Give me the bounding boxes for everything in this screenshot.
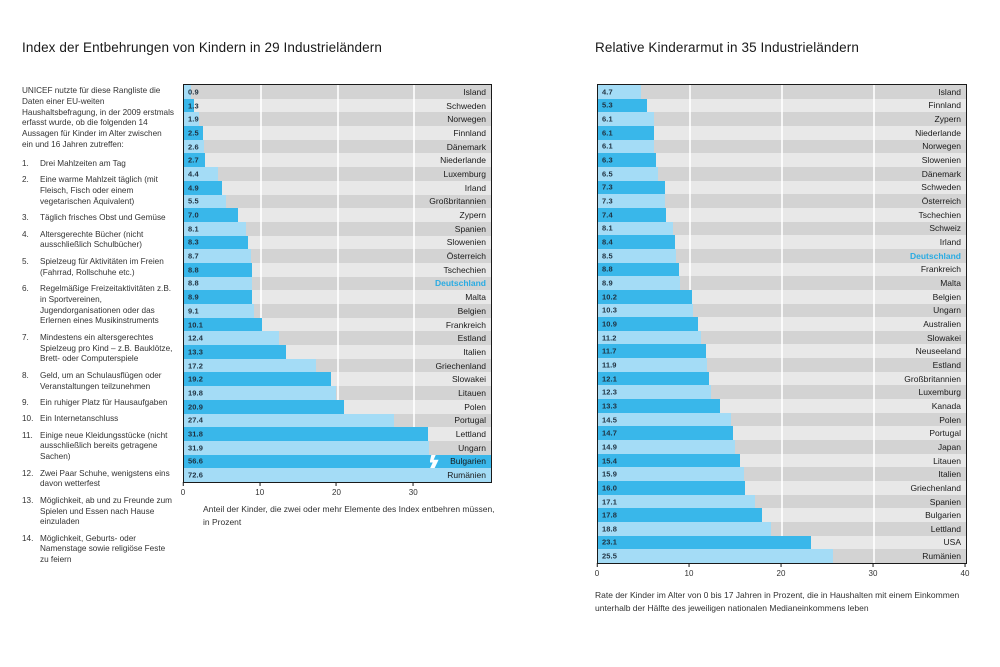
country-label: Belgien xyxy=(932,291,961,302)
note-item-number: 2. xyxy=(22,175,29,185)
bar-value-label: 7.3 xyxy=(602,196,613,206)
bar-value-label: 8.4 xyxy=(602,237,613,247)
bar xyxy=(184,386,336,400)
axis-tick xyxy=(961,563,970,578)
country-label: Litauen xyxy=(458,387,486,398)
country-label: Italien xyxy=(938,469,961,480)
note-item-number: 1. xyxy=(22,158,29,168)
bar-value-label: 8.1 xyxy=(602,223,613,233)
country-label: Norwegen xyxy=(447,114,486,125)
country-label: Bulgarien xyxy=(450,456,486,467)
country-label: Portugal xyxy=(929,428,961,439)
axis-tick xyxy=(332,482,341,497)
bar xyxy=(598,413,731,427)
note-item-text: Regelmäßige Freizeitaktivitäten z.B. in Sportvereinen, Jugendorganisationen oder das Erlernen eines Musikinstruments xyxy=(40,283,172,326)
country-label: Italien xyxy=(463,346,486,357)
bar xyxy=(598,467,744,481)
country-label: Schweden xyxy=(921,182,961,193)
country-label: Slowakei xyxy=(451,374,486,385)
bar-value-label: 2.6 xyxy=(188,142,199,152)
country-label: Island xyxy=(463,86,486,97)
country-label: Australien xyxy=(923,318,961,329)
country-label: Irland xyxy=(464,182,486,193)
country-label: Luxemburg xyxy=(443,168,486,179)
note-item-text: Eine warme Mahlzeit täglich (mit Fleisch, Fisch oder einem vegetarischen Äquivalent) xyxy=(40,175,158,206)
bar-value-label: 13.3 xyxy=(188,347,203,357)
bar-value-label: 17.8 xyxy=(602,510,617,520)
bar xyxy=(184,441,429,455)
note-item-text: Geld, um an Schulausflügen oder Veranstaltungen teilzunehmen xyxy=(40,370,162,391)
bar xyxy=(184,455,491,469)
note-item-text: Ein Internetanschluss xyxy=(40,414,119,424)
country-label: Kanada xyxy=(931,400,961,411)
bar-value-label: 5.3 xyxy=(602,100,613,110)
left-chart-title: Index der Entbehrungen von Kindern in 29 Industrieländern xyxy=(22,40,382,55)
country-label: Portugal xyxy=(454,415,486,426)
country-label: Dänemark xyxy=(446,141,486,152)
note-item-text: Zwei Paar Schuhe, wenigstens eins davon wetterfest xyxy=(40,468,170,489)
deprivation-chart-x-axis xyxy=(180,482,490,500)
note-item-number: 7. xyxy=(22,332,29,342)
bar xyxy=(184,427,428,441)
country-label: Ungarn xyxy=(933,305,961,316)
bar-value-label: 15.4 xyxy=(602,456,617,466)
bar-value-label: 12.1 xyxy=(602,374,617,384)
axis-tick-label: 0 xyxy=(180,488,186,497)
note-item-text: Drei Mahlzeiten am Tag xyxy=(40,158,126,168)
axis-tick-label: 10 xyxy=(684,569,694,578)
deprivation-bar-chart xyxy=(183,84,492,483)
bar-value-label: 13.3 xyxy=(602,401,617,411)
note-item-number: 8. xyxy=(22,370,29,380)
country-label-highlighted: Deutschland xyxy=(434,278,486,289)
country-label: Großbritannien xyxy=(904,373,961,384)
notes-list xyxy=(22,159,174,566)
bar-value-label: 8.8 xyxy=(188,265,199,275)
bar-value-label: 10.2 xyxy=(602,292,617,302)
note-item-text: Spielzeug für Aktivitäten im Freien (Fahrrad, Rollschuhe etc.) xyxy=(40,256,164,277)
country-label: Estland xyxy=(932,359,961,370)
country-label: Dänemark xyxy=(921,168,961,179)
bar-value-label: 17.2 xyxy=(188,361,203,371)
notes-intro: UNICEF nutzte für diese Rangliste die Daten einer EU-weiten Haushaltsbefragung, in der 2009 erstmals erfasst wurde, ob die folgenden 14 Aussagen für Kinder im Alter zwischen ein und 16 Jahren zutreffen: xyxy=(22,86,175,150)
bar-value-label: 2.5 xyxy=(188,128,199,138)
country-label: Finnland xyxy=(928,100,961,111)
bar-value-label: 14.9 xyxy=(602,442,617,452)
axis-tick-label: 10 xyxy=(255,488,265,497)
bar-value-label: 7.3 xyxy=(602,182,613,192)
bar-value-label: 4.9 xyxy=(188,183,199,193)
bar-value-label: 8.1 xyxy=(188,224,199,234)
bar xyxy=(598,495,755,509)
note-item-number: 12. xyxy=(22,468,34,478)
bar-value-label: 6.1 xyxy=(602,141,613,151)
bar-value-label: 16.0 xyxy=(602,483,617,493)
bar-value-label: 5.5 xyxy=(188,196,199,206)
poverty-chart-x-axis xyxy=(594,563,970,581)
bar-value-label: 6.3 xyxy=(602,155,613,165)
country-label: Rumänien xyxy=(922,551,961,562)
country-label: Slowenien xyxy=(921,155,961,166)
right-chart-title: Relative Kinderarmut in 35 Industrieländern xyxy=(595,40,859,55)
axis-tick xyxy=(409,482,418,497)
country-label: Niederlande xyxy=(440,155,486,166)
country-label: Malta xyxy=(940,278,961,289)
bar-value-label: 20.9 xyxy=(188,402,203,412)
country-label: Griechenland xyxy=(435,360,486,371)
bar-value-label: 2.7 xyxy=(188,155,199,165)
country-label: Zypern xyxy=(459,210,486,221)
bar-value-label: 8.8 xyxy=(602,264,613,274)
axis-tick-mark xyxy=(965,563,966,567)
chart-row xyxy=(184,427,491,441)
bar-value-label: 1.9 xyxy=(188,114,199,124)
note-item-number: 4. xyxy=(22,229,29,239)
bar-value-label: 15.9 xyxy=(602,469,617,479)
bar xyxy=(598,522,771,536)
country-label: Tschechien xyxy=(918,209,961,220)
bar-value-label: 12.4 xyxy=(188,333,203,343)
bar-value-label: 18.8 xyxy=(602,524,617,534)
bar-value-label: 6.5 xyxy=(602,169,613,179)
bar-value-label: 1.3 xyxy=(188,101,199,111)
bar xyxy=(184,359,316,373)
axis-tick xyxy=(685,563,694,578)
note-item-text: Altersgerechte Bücher (nicht ausschließlich Schulbücher) xyxy=(40,229,144,250)
gridline xyxy=(413,85,415,482)
bar-value-label: 6.1 xyxy=(602,128,613,138)
country-label: Rumänien xyxy=(447,470,486,481)
axis-tick-mark xyxy=(689,563,690,567)
bar-value-label: 4.4 xyxy=(188,169,199,179)
axis-tick-mark xyxy=(336,482,337,486)
note-item-text: Täglich frisches Obst und Gemüse xyxy=(40,213,166,223)
axis-tick-label: 0 xyxy=(594,569,600,578)
country-label: Island xyxy=(938,86,961,97)
bar xyxy=(598,549,833,563)
bar-value-label: 56.6 xyxy=(188,456,203,466)
country-label: USA xyxy=(943,537,961,548)
note-item-text: Ein ruhiger Platz für Hausaufgaben xyxy=(40,397,168,407)
note-item-number: 9. xyxy=(22,397,29,407)
bar-value-label: 17.1 xyxy=(602,497,617,507)
bar-value-label: 10.9 xyxy=(602,319,617,329)
country-label: Österreich xyxy=(921,196,961,207)
country-label: Schweden xyxy=(446,100,486,111)
bar xyxy=(598,454,740,468)
axis-tick-mark xyxy=(182,482,183,486)
child-poverty-bar-chart xyxy=(597,84,967,564)
bar xyxy=(598,508,762,522)
bar xyxy=(184,372,331,386)
note-item-number: 6. xyxy=(22,283,29,293)
bar-value-label: 8.9 xyxy=(602,278,613,288)
bar-value-label: 8.5 xyxy=(602,251,613,261)
bar xyxy=(598,536,811,550)
bar-value-label: 31.8 xyxy=(188,429,203,439)
bar xyxy=(598,426,733,440)
country-label: Lettland xyxy=(930,523,961,534)
country-label: Slowenien xyxy=(446,237,486,248)
bar-value-label: 31.9 xyxy=(188,443,203,453)
axis-tick-label: 30 xyxy=(408,488,418,497)
axis-tick-mark xyxy=(781,563,782,567)
bar-value-label: 72.6 xyxy=(188,470,203,480)
note-item-number: 14. xyxy=(22,533,34,543)
index-notes xyxy=(22,86,174,566)
bar-value-label: 9.1 xyxy=(188,306,199,316)
note-item-number: 11. xyxy=(22,430,33,440)
bar-value-label: 8.3 xyxy=(188,237,199,247)
axis-tick-mark xyxy=(873,563,874,567)
bar xyxy=(184,414,394,428)
country-label: Norwegen xyxy=(922,141,961,152)
country-label: Bulgarien xyxy=(925,510,961,521)
note-item-number: 13. xyxy=(22,495,34,505)
country-label: Griechenland xyxy=(910,482,961,493)
bar-value-label: 11.9 xyxy=(602,360,617,370)
bar xyxy=(598,481,745,495)
country-label: Litauen xyxy=(933,455,961,466)
chart-row xyxy=(184,455,491,469)
chart-row xyxy=(184,441,491,455)
axis-tick xyxy=(181,482,185,497)
note-item-text: Einige neue Kleidungsstücke (nicht ausschließlich bereits getragene Sachen) xyxy=(40,430,168,462)
bar-value-label: 8.8 xyxy=(188,278,199,288)
note-item-number: 3. xyxy=(22,213,29,223)
bar-value-label: 14.5 xyxy=(602,415,617,425)
bar xyxy=(598,440,735,454)
country-label: Spanien xyxy=(454,223,486,234)
note-item-text: Mindestens ein altersgerechtes Spielzeug pro Kind – z.B. Bauklötze, Brett- oder Computerspiele xyxy=(40,332,173,364)
bar-value-label: 19.2 xyxy=(188,374,203,384)
chart-row xyxy=(598,536,966,550)
country-label: Frankreich xyxy=(445,319,486,330)
country-label: Estland xyxy=(457,333,486,344)
bar-value-label: 14.7 xyxy=(602,428,617,438)
country-label: Ungarn xyxy=(458,442,486,453)
bar-value-label: 4.7 xyxy=(602,87,613,97)
axis-tick xyxy=(595,563,599,578)
note-item-number: 5. xyxy=(22,256,29,266)
note-item-number: 10. xyxy=(22,414,34,424)
axis-tick-mark xyxy=(259,482,260,486)
country-label: Frankreich xyxy=(920,264,961,275)
country-label-highlighted: Deutschland xyxy=(909,250,961,261)
bar-value-label: 8.9 xyxy=(188,292,199,302)
chart-row xyxy=(184,468,491,482)
axis-tick xyxy=(869,563,878,578)
country-label: Luxemburg xyxy=(918,387,961,398)
bar-value-label: 25.5 xyxy=(602,551,617,561)
bar-value-label: 10.1 xyxy=(188,320,203,330)
country-label: Malta xyxy=(465,292,486,303)
gridline xyxy=(873,85,875,563)
country-label: Neuseeland xyxy=(915,346,961,357)
country-label: Lettland xyxy=(455,429,486,440)
chart-row xyxy=(184,400,491,414)
country-label: Niederlande xyxy=(915,127,961,138)
chart-row xyxy=(598,549,966,563)
axis-tick xyxy=(777,563,786,578)
bar-value-label: 11.7 xyxy=(602,346,617,356)
bar-value-label: 0.9 xyxy=(188,87,199,97)
axis-tick-mark xyxy=(413,482,414,486)
country-label: Japan xyxy=(937,441,961,452)
country-label: Großbritannien xyxy=(429,196,486,207)
country-label: Österreich xyxy=(446,251,486,262)
bar-value-label: 23.1 xyxy=(602,537,617,547)
axis-tick-label: 20 xyxy=(332,488,341,497)
country-label: Tschechien xyxy=(443,264,486,275)
axis-tick-label: 30 xyxy=(868,569,878,578)
bar-value-label: 7.0 xyxy=(188,210,199,220)
country-label: Polen xyxy=(939,414,961,425)
deprivation-chart-caption: Anteil der Kinder, die zwei oder mehr Elemente des Index entbehren müssen, in Prozent xyxy=(203,504,495,527)
country-label: Zypern xyxy=(934,114,961,125)
note-item-text: Möglichkeit, ab und zu Freunde zum Spielen und Essen nach Hause einzuladen xyxy=(40,495,172,527)
bar-value-label: 8.7 xyxy=(188,251,199,261)
country-label: Polen xyxy=(464,401,486,412)
axis-tick-mark xyxy=(596,563,597,567)
country-label: Schweiz xyxy=(929,223,961,234)
poverty-chart-caption: Rate der Kinder im Alter von 0 bis 17 Jahren in Prozent, die in Haushalten mit einem Einkommen unterhalb der Hälfte des jeweiligen nationalen Medianeinkommens leben xyxy=(595,590,960,613)
chart-row xyxy=(184,414,491,428)
bar-value-label: 6.1 xyxy=(602,114,613,124)
axis-tick-label: 40 xyxy=(960,569,970,578)
country-label: Spanien xyxy=(929,496,961,507)
bar-value-label: 7.4 xyxy=(602,210,613,220)
bar xyxy=(184,468,491,482)
bar-value-label: 27.4 xyxy=(188,415,203,425)
bar-value-label: 12.3 xyxy=(602,387,617,397)
country-label: Slowakei xyxy=(926,332,961,343)
country-label: Finnland xyxy=(453,127,486,138)
country-label: Belgien xyxy=(457,305,486,316)
axis-tick-label: 20 xyxy=(776,569,786,578)
bar-value-label: 10.3 xyxy=(602,305,617,315)
bar-value-label: 19.8 xyxy=(188,388,203,398)
country-label: Irland xyxy=(939,237,961,248)
bar xyxy=(184,400,344,414)
bar-value-label: 11.2 xyxy=(602,333,617,343)
note-item-text: Möglichkeit, Geburts- oder Namenstage sowie religiöse Feste zu feiern xyxy=(40,533,166,565)
axis-tick xyxy=(255,482,264,497)
gridline xyxy=(781,85,783,563)
